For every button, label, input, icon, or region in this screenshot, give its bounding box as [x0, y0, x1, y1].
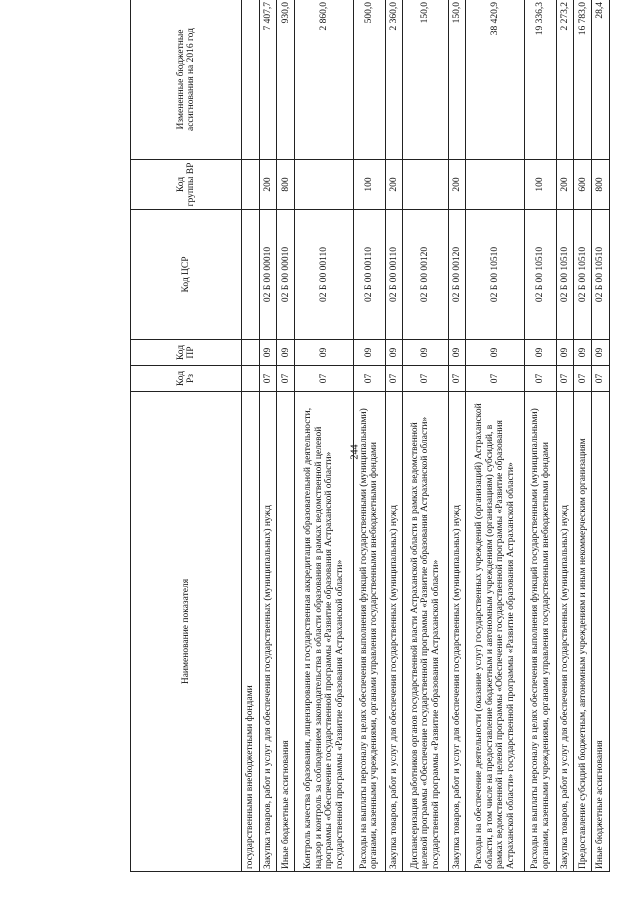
cell-name: Закупка товаров, работ и услуг для обеспечения государственных (муниципальных) нужд — [448, 392, 466, 872]
cell-rz: 07 — [259, 366, 277, 392]
cell-rz: 07 — [403, 366, 448, 392]
cell-name: Контроль качества образования, лицензирование и государственная аккредитация образовательной деятельности, надзор и контроль за соблюдением законодательства в области образования в рамках ведомственной целевой программы «Обеспечение государственной программы «Развитие образования Астраханской области» государственной программы «Развитие образования Астраханской области» — [295, 392, 354, 872]
header-vr: Код группы ВР — [131, 160, 242, 210]
table-row — [574, 0, 592, 872]
cell-rz: 07 — [556, 366, 574, 392]
table-row — [448, 0, 466, 872]
cell-rz: 07 — [466, 366, 525, 392]
cell-csr: 02 Б 00 10510 — [592, 210, 610, 340]
cell-amount: 28,4 — [592, 0, 610, 160]
cell-amount: 150,0 — [448, 0, 466, 160]
cell-rz: 07 — [385, 366, 403, 392]
cell-vr: 100 — [354, 160, 385, 210]
cell-rz: 07 — [525, 366, 556, 392]
cell-pr: 09 — [525, 340, 556, 366]
cell-pr: 09 — [466, 340, 525, 366]
page-number: 244 — [349, 444, 361, 460]
cell-amount: 16 783,0 — [574, 0, 592, 160]
cell-amount: 7 407,7 — [259, 0, 277, 160]
cell-csr: 02 Б 00 10510 — [466, 210, 525, 340]
cell-vr: 800 — [592, 160, 610, 210]
cell-csr — [242, 210, 260, 340]
cell-name: Иные бюджетные ассигнования — [592, 392, 610, 872]
cell-rz: 07 — [295, 366, 354, 392]
cell-csr: 02 Б 00 00120 — [448, 210, 466, 340]
cell-csr: 02 Б 00 00010 — [259, 210, 277, 340]
table-row — [466, 0, 525, 872]
cell-pr: 09 — [295, 340, 354, 366]
header-rz: Код Рз — [131, 366, 242, 392]
cell-pr: 09 — [403, 340, 448, 366]
cell-vr: 200 — [556, 160, 574, 210]
header-amount: Измененные бюджетные ассигнования на 2016 год — [131, 0, 242, 160]
cell-amount: 38 420,9 — [466, 0, 525, 160]
cell-csr: 02 Б 00 00110 — [385, 210, 403, 340]
cell-pr: 09 — [259, 340, 277, 366]
cell-rz: 07 — [574, 366, 592, 392]
budget-table — [130, 0, 610, 872]
cell-amount: 150,0 — [403, 0, 448, 160]
table-row — [295, 0, 354, 872]
header-name: Наименование показателя — [131, 392, 242, 872]
cell-csr: 02 Б 00 00110 — [295, 210, 354, 340]
cell-rz: 07 — [592, 366, 610, 392]
cell-rz — [242, 366, 260, 392]
cell-name: государственными внебюджетными фондами — [242, 392, 260, 872]
header-pr: Код ПР — [131, 340, 242, 366]
cell-amount: 2 860,0 — [295, 0, 354, 160]
cell-pr: 09 — [574, 340, 592, 366]
cell-pr — [242, 340, 260, 366]
cell-name: Расходы на выплаты персоналу в целях обеспечения выполнения функций государственными (муниципальными) органами, казенными учреждениями, органами управления государственными внебюджетными фондами — [354, 392, 385, 872]
cell-name: Диспансеризация работников органов государственной власти Астраханской области в рамках ведомственной целевой программы «Обеспечение государственной программы «Развитие образования Астраханской области» государственной программы «Развитие образования Астраханской области» — [403, 392, 448, 872]
table-row — [592, 0, 610, 872]
cell-rz: 07 — [277, 366, 295, 392]
table-row — [525, 0, 556, 872]
cell-csr: 02 Б 00 10510 — [574, 210, 592, 340]
cell-vr: 200 — [448, 160, 466, 210]
cell-pr: 09 — [277, 340, 295, 366]
cell-vr: 800 — [277, 160, 295, 210]
cell-vr: 200 — [259, 160, 277, 210]
cell-amount: 2 273,2 — [556, 0, 574, 160]
cell-pr: 09 — [448, 340, 466, 366]
cell-name: Закупка товаров, работ и услуг для обеспечения государственных (муниципальных) нужд — [259, 392, 277, 872]
table-row — [403, 0, 448, 872]
cell-csr: 02 Б 00 10510 — [556, 210, 574, 340]
cell-name: Закупка товаров, работ и услуг для обеспечения государственных (муниципальных) нужд — [385, 392, 403, 872]
table-row — [556, 0, 574, 872]
cell-amount: 930,0 — [277, 0, 295, 160]
table-row — [242, 0, 260, 872]
table-row — [259, 0, 277, 872]
cell-vr — [295, 160, 354, 210]
cell-pr: 09 — [556, 340, 574, 366]
cell-pr: 09 — [385, 340, 403, 366]
table-row — [354, 0, 385, 872]
cell-vr — [466, 160, 525, 210]
cell-vr — [403, 160, 448, 210]
cell-pr: 09 — [592, 340, 610, 366]
cell-vr: 600 — [574, 160, 592, 210]
cell-pr: 09 — [354, 340, 385, 366]
cell-amount — [242, 0, 260, 160]
cell-name: Иные бюджетные ассигнования — [277, 392, 295, 872]
header-csr: Код ЦСР — [131, 210, 242, 340]
table-row — [277, 0, 295, 872]
cell-rz: 07 — [354, 366, 385, 392]
cell-csr: 02 Б 00 00110 — [354, 210, 385, 340]
cell-name: Предоставление субсидий бюджетным, автономным учреждениям и иным некоммерческим организациям — [574, 392, 592, 872]
cell-amount: 500,0 — [354, 0, 385, 160]
cell-rz: 07 — [448, 366, 466, 392]
table-header-row — [131, 0, 242, 872]
cell-vr — [242, 160, 260, 210]
table-row — [385, 0, 403, 872]
cell-vr: 100 — [525, 160, 556, 210]
cell-csr: 02 Б 00 00120 — [403, 210, 448, 340]
cell-vr: 200 — [385, 160, 403, 210]
cell-name: Расходы на выплаты персоналу в целях обеспечения выполнения функций государственными (муниципальными) органами, казенными учреждениями, органами управления государственными внебюджетными фондами — [525, 392, 556, 872]
cell-csr: 02 Б 00 00010 — [277, 210, 295, 340]
cell-amount: 19 336,3 — [525, 0, 556, 160]
rotated-page — [130, 0, 610, 872]
cell-amount: 2 360,0 — [385, 0, 403, 160]
cell-name: Расходы на обеспечение деятельности (оказание услуг) государственных учреждений (организаций) Астраханской области, в том числе на предоставление бюджетным и автономным учреждениям (организациям) субсидий, в рамках ведомственной целевой программы «Обеспечение государственной программы «Развитие образования Астраханской области» государственной программы «Развитие образования Астраханской области» — [466, 392, 525, 872]
cell-csr: 02 Б 00 10510 — [525, 210, 556, 340]
cell-name: Закупка товаров, работ и услуг для обеспечения государственных (муниципальных) нужд — [556, 392, 574, 872]
